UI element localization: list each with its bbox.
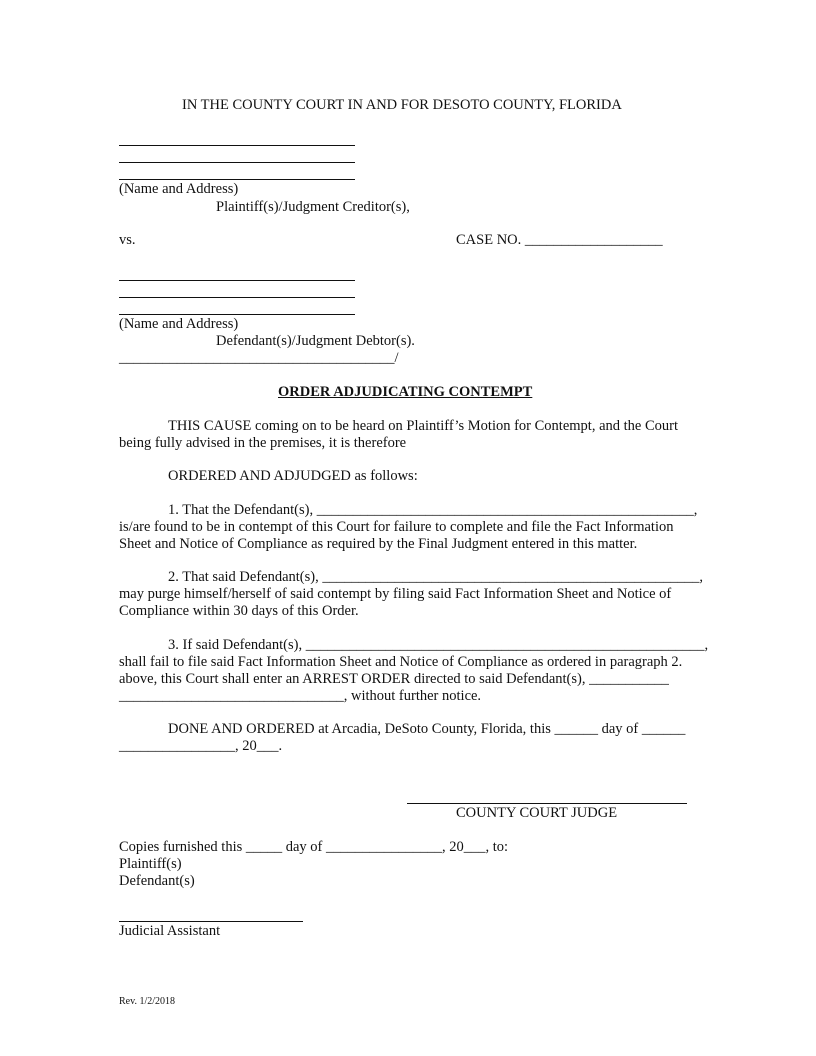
intro-line-1: THIS CAUSE coming on to be heard on Plaintiff’s Motion for Contempt, and the Court <box>168 418 678 434</box>
judge-label: COUNTY COURT JUDGE <box>456 805 618 821</box>
item-3-line-3[interactable]: above, this Court shall enter an ARREST ORDER directed to said Defendant(s), ___________ <box>119 671 669 687</box>
intro-paragraph <box>119 418 699 452</box>
caption-closing-line: ______________________________________/ <box>119 350 399 366</box>
defendant-name-address-label: (Name and Address) <box>119 316 239 332</box>
copies-plaintiff: Plaintiff(s) <box>119 856 182 872</box>
defendant-line-3[interactable] <box>119 314 355 315</box>
judge-signature-line[interactable] <box>407 803 687 804</box>
item-3-line-4[interactable]: _______________________________, without further notice. <box>119 688 482 704</box>
item-2-line-3: Compliance within 30 days of this Order. <box>119 603 359 619</box>
copies-paragraph <box>119 839 699 890</box>
done-ordered-paragraph <box>119 721 699 755</box>
plaintiff-role-label: Plaintiff(s)/Judgment Creditor(s), <box>216 199 410 215</box>
intro-line-2: being fully advised in the premises, it is therefore <box>119 435 407 451</box>
item-2-line-2: may purge himself/herself of said contempt by filing said Fact Information Sheet and Notice of <box>119 586 672 602</box>
done-line-1[interactable]: DONE AND ORDERED at Arcadia, DeSoto County, Florida, this ______ day of ______ <box>168 721 686 737</box>
item-3-line-1[interactable]: 3. If said Defendant(s), _______________________________________________________, <box>168 637 709 653</box>
item-1-line-1[interactable]: 1. That the Defendant(s), ____________________________________________________, <box>168 502 698 518</box>
item-1-line-3: Sheet and Notice of Compliance as required by the Final Judgment entered in this matter. <box>119 536 638 552</box>
item-2-paragraph <box>119 569 703 620</box>
copies-line-1[interactable]: Copies furnished this _____ day of ________________, 20___, to: <box>119 839 509 855</box>
plaintiff-line-1[interactable] <box>119 145 355 146</box>
item-2-line-1[interactable]: 2. That said Defendant(s), ____________________________________________________, <box>168 569 703 585</box>
case-number-field[interactable]: CASE NO. ___________________ <box>456 232 663 248</box>
judicial-assistant-label: Judicial Assistant <box>119 923 221 939</box>
defendant-role-label: Defendant(s)/Judgment Debtor(s). <box>216 333 415 349</box>
item-3-paragraph <box>119 637 709 705</box>
order-title: ORDER ADJUDICATING CONTEMPT <box>278 384 533 400</box>
done-line-2[interactable]: ________________, 20___. <box>119 738 283 754</box>
ordered-adjudged: ORDERED AND ADJUDGED as follows: <box>168 468 418 484</box>
assistant-signature-line[interactable] <box>119 921 303 922</box>
defendant-line-2[interactable] <box>119 297 355 298</box>
plaintiff-line-3[interactable] <box>119 179 355 180</box>
court-header: IN THE COUNTY COURT IN AND FOR DESOTO COUNTY, FLORIDA <box>182 97 622 113</box>
item-3-line-2: shall fail to file said Fact Information Sheet and Notice of Compliance as ordered in paragraph 2. <box>119 654 683 670</box>
plaintiff-name-address-label: (Name and Address) <box>119 181 239 197</box>
item-1-paragraph <box>119 502 699 553</box>
item-1-line-2: is/are found to be in contempt of this Court for failure to complete and file the Fact Information <box>119 519 674 535</box>
plaintiff-line-2[interactable] <box>119 162 355 163</box>
revision-date: Rev. 1/2/2018 <box>119 996 176 1007</box>
vs-label: vs. <box>119 232 136 248</box>
defendant-line-1[interactable] <box>119 280 355 281</box>
copies-defendant: Defendant(s) <box>119 873 195 889</box>
